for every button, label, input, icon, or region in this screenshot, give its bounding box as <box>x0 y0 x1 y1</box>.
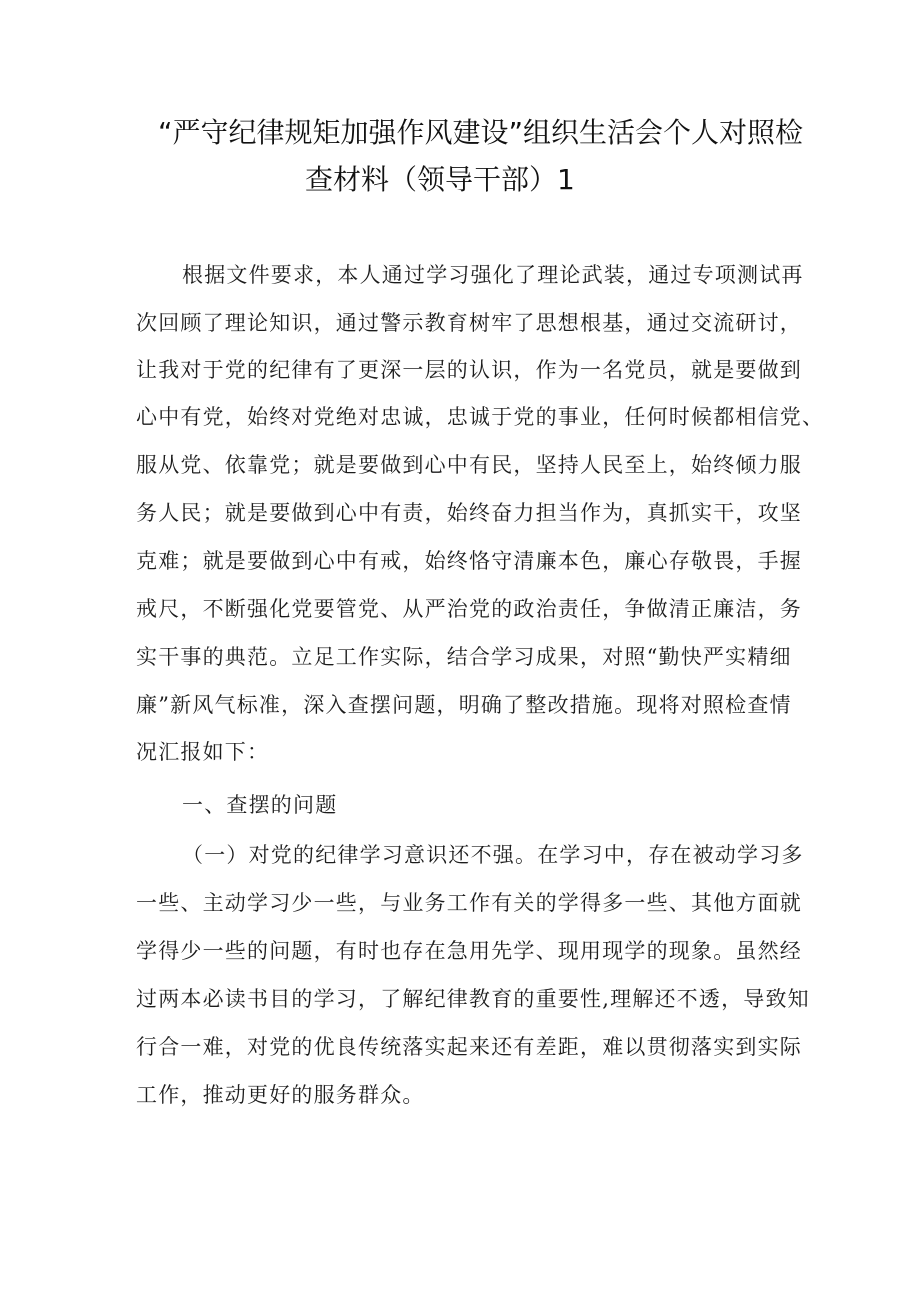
document-title-line-2: 查材料（领导干部）1 <box>305 163 575 196</box>
subsection-line: 过两本必读书目的学习，了解纪律教育的重要性,理解还不透，导致知 <box>136 987 810 1011</box>
section-heading: 一、查摆的问题 <box>182 793 338 817</box>
intro-line: 实干事的典范。立足工作实际，结合学习成果，对照“勤快严实精细 <box>136 645 792 669</box>
intro-line: 戒尺，不断强化党要管党、从严治党的政治责任，争做清正廉洁，务 <box>136 597 802 621</box>
subsection-line: 行合一难，对党的优良传统落实起来还有差距，难以贯彻落实到实际 <box>136 1035 802 1059</box>
intro-line: 况汇报如下： <box>136 740 270 764</box>
intro-line: 让我对于党的纪律有了更深一层的认识，作为一名党员，就是要做到 <box>136 358 802 382</box>
intro-line: 克难；就是要做到心中有戒，始终恪守清廉本色，廉心存敬畏，手握 <box>136 549 802 573</box>
intro-line: 根据文件要求，本人通过学习强化了理论武装，通过专项测试再 <box>182 263 804 287</box>
subsection-line: 工作，推动更好的服务群众。 <box>136 1083 425 1107</box>
document-title-line-1: “严守纪律规矩加强作风建设”组织生活会个人对照检 <box>158 116 804 149</box>
intro-line: 服从党、依靠党；就是要做到心中有民，坚持人民至上，始终倾力服 <box>136 453 802 477</box>
subsection-line: （一）对党的纪律学习意识还不强。在学习中，存在被动学习多 <box>182 843 804 867</box>
intro-line: 次回顾了理论知识，通过警示教育树牢了思想根基，通过交流研讨， <box>136 311 802 335</box>
intro-line: 心中有党，始终对党绝对忠诚，忠诚于党的事业，任何时候都相信党、 <box>136 405 825 429</box>
subsection-line: 学得少一些的问题，有时也存在急用先学、现用现学的现象。虽然经 <box>136 939 802 963</box>
intro-line: 廉”新风气标准，深入查摆问题，明确了整改措施。现将对照检查情 <box>136 693 792 717</box>
subsection-line: 一些、主动学习少一些，与业务工作有关的学得多一些、其他方面就 <box>136 891 802 915</box>
intro-line: 务人民；就是要做到心中有责，始终奋力担当作为，真抓实干，攻坚 <box>136 501 802 525</box>
